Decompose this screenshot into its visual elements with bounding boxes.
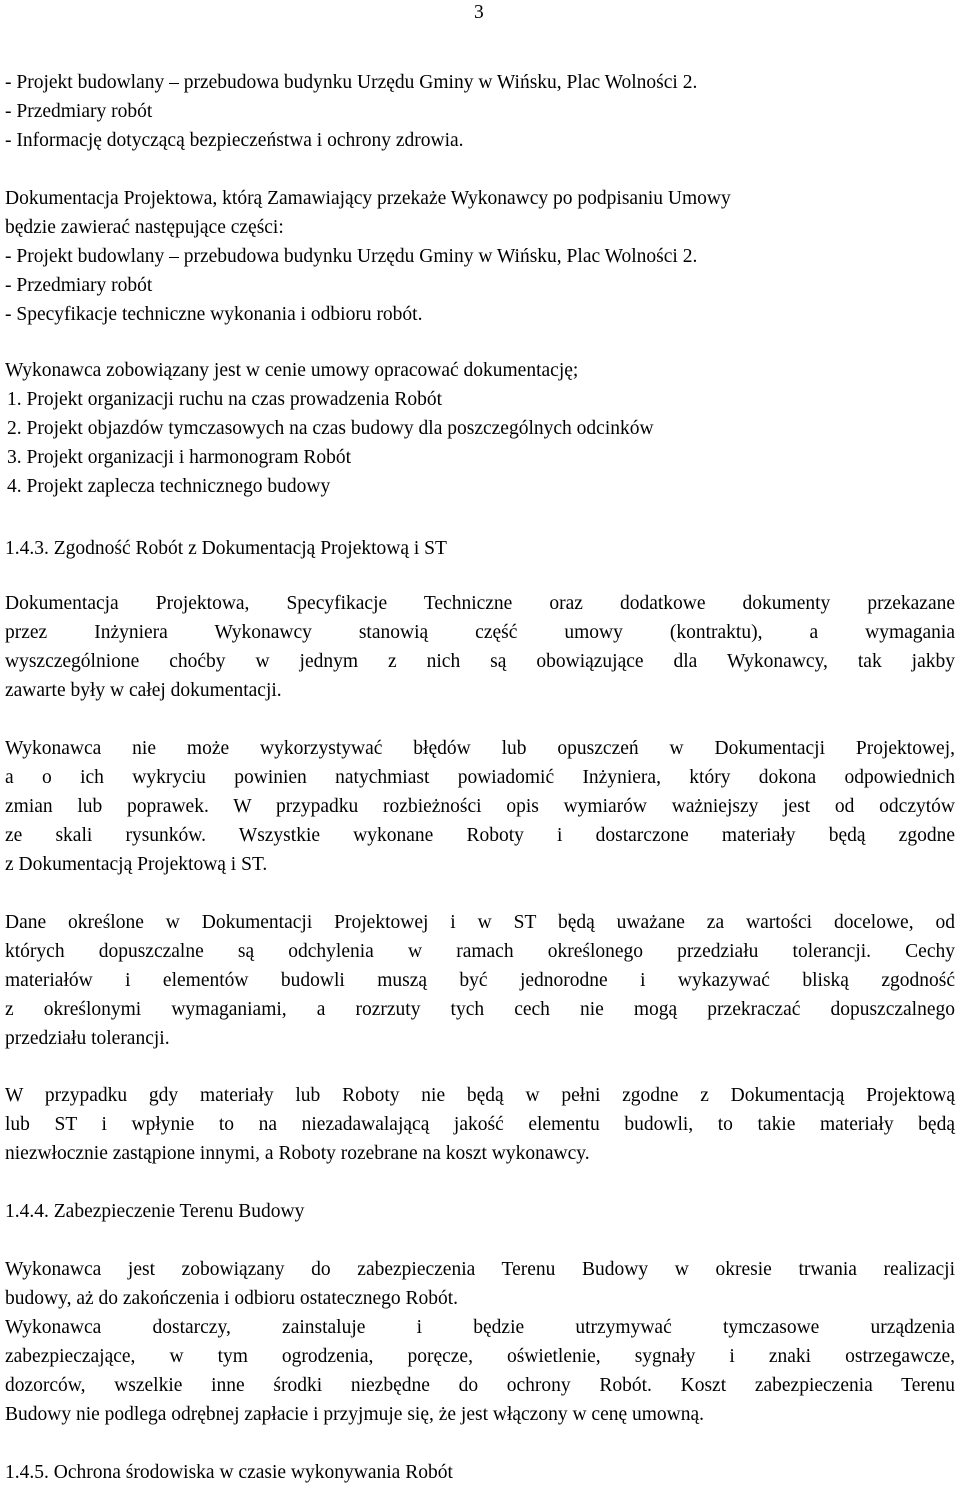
paragraph-line: zabezpieczające, w tym ogrodzenia, poręcze, oświetlenie, sygnały i znaki ostrzegawcze, xyxy=(5,1346,955,1367)
section-144-paragraph-2 xyxy=(5,1313,955,1429)
section-144-paragraph-1 xyxy=(5,1255,955,1313)
section-heading-143 xyxy=(5,534,955,563)
section-143-paragraph-3 xyxy=(5,908,955,1053)
numbered-item: 1. Projekt organizacji ruchu na czas prowadzenia Robót xyxy=(7,389,442,410)
paragraph-line: Budowy nie podlega odrębnej zapłacie i przyjmuje się, że jest włączony w cenę umowną. xyxy=(5,1404,705,1425)
paragraph-line: będzie zawierać następujące części: xyxy=(5,217,284,238)
heading-text: 1.4.5. Ochrona środowiska w czasie wykonywania Robót xyxy=(5,1462,453,1483)
intro-list xyxy=(5,68,955,155)
paragraph-line: Wykonawca dostarczy, zainstaluje i będzie utrzymywać tymczasowe urządzenia xyxy=(5,1317,955,1338)
list-item: - Przedmiary robót xyxy=(5,101,153,122)
section-143-paragraph-4 xyxy=(5,1081,955,1168)
paragraph-line: materiałów i elementów budowli muszą być jednorodne i wykazywać bliską zgodność xyxy=(5,970,955,991)
paragraph-line: Wykonawca zobowiązany jest w cenie umowy opracować dokumentację; xyxy=(5,360,579,381)
paragraph-line: wyszczególnione choćby w jednym z nich są obowiązujące dla Wykonawcy, tak jakby xyxy=(5,651,955,672)
paragraph-line: Wykonawca jest zobowiązany do zabezpieczenia Terenu Budowy w okresie trwania realizacji xyxy=(5,1259,955,1280)
paragraph-line: Dokumentacja Projektowa, Specyfikacje Techniczne oraz dodatkowe dokumenty przekazane xyxy=(5,593,955,614)
paragraph-line: Dane określone w Dokumentacji Projektowej i w ST będą uważane za wartości docelowe, od xyxy=(5,912,955,933)
paragraph-line: W przypadku gdy materiały lub Roboty nie będą w pełni zgodne z Dokumentacją Projektową xyxy=(5,1085,955,1106)
contractor-duties xyxy=(5,356,955,501)
paragraph-line: z określonymi wymaganiami, a rozrzuty tych cech nie mogą przekraczać dopuszczalnego xyxy=(5,999,955,1020)
paragraph-line: przez Inżyniera Wykonawcy stanowią część umowy (kontraktu), a wymagania xyxy=(5,622,955,643)
list-item: - Specyfikacje techniczne wykonania i odbioru robót. xyxy=(5,304,423,325)
paragraph-line: których dopuszczalne są odchylenia w ramach określonego przedziału tolerancji. Cechy xyxy=(5,941,955,962)
numbered-item: 3. Projekt organizacji i harmonogram Robót xyxy=(7,447,352,468)
page-number: 3 xyxy=(474,2,484,23)
section-heading-145 xyxy=(5,1458,955,1487)
paragraph-line: zmian lub poprawek. W przypadku rozbieżności opis wymiarów ważniejszy jest od odczytów xyxy=(5,796,955,817)
section-heading-144 xyxy=(5,1197,955,1226)
section-143-paragraph-2 xyxy=(5,734,955,879)
numbered-item: 4. Projekt zaplecza technicznego budowy xyxy=(7,476,331,497)
paragraph-line: Wykonawca nie może wykorzystywać błędów lub opuszczeń w Dokumentacji Projektowej, xyxy=(5,738,955,759)
numbered-item: 2. Projekt objazdów tymczasowych na czas budowy dla poszczególnych odcinków xyxy=(7,418,654,439)
list-item: - Projekt budowlany – przebudowa budynku Urzędu Gminy w Wińsku, Plac Wolności 2. xyxy=(5,246,698,267)
paragraph-line: niezwłocznie zastąpione innymi, a Roboty rozebrane na koszt wykonawcy. xyxy=(5,1143,590,1164)
heading-text: 1.4.3. Zgodność Robót z Dokumentacją Projektową i ST xyxy=(5,538,447,559)
paragraph-line: Dokumentacja Projektowa, którą Zamawiający przekaże Wykonawcy po podpisaniu Umowy xyxy=(5,188,731,209)
section-143-paragraph-1 xyxy=(5,589,955,705)
paragraph-line: z Dokumentacją Projektową i ST. xyxy=(5,854,268,875)
paragraph-line: zawarte były w całej dokumentacji. xyxy=(5,680,282,701)
paragraph-line: budowy, aż do zakończenia i odbioru ostatecznego Robót. xyxy=(5,1288,459,1309)
paragraph-line: lub ST i wpłynie to na niezadawalającą jakość elementu budowli, to takie materiały będą xyxy=(5,1114,955,1135)
paragraph-line: a o ich wykryciu powinien natychmiast powiadomić Inżyniera, który dokona odpowiednich xyxy=(5,767,955,788)
list-item: - Przedmiary robót xyxy=(5,275,153,296)
paragraph-line: przedziału tolerancji. xyxy=(5,1028,170,1049)
list-item: - Projekt budowlany – przebudowa budynku Urzędu Gminy w Wińsku, Plac Wolności 2. xyxy=(5,72,698,93)
paragraph-line: dozorców, wszelkie inne środki niezbędne do ochrony Robót. Koszt zabezpieczenia Terenu xyxy=(5,1375,955,1396)
heading-text: 1.4.4. Zabezpieczenie Terenu Budowy xyxy=(5,1201,305,1222)
list-item: - Informację dotyczącą bezpieczeństwa i ochrony zdrowia. xyxy=(5,130,464,151)
paragraph-line: ze skali rysunków. Wszystkie wykonane Roboty i dostarczone materiały będą zgodne xyxy=(5,825,955,846)
documentation-parts xyxy=(5,184,955,329)
